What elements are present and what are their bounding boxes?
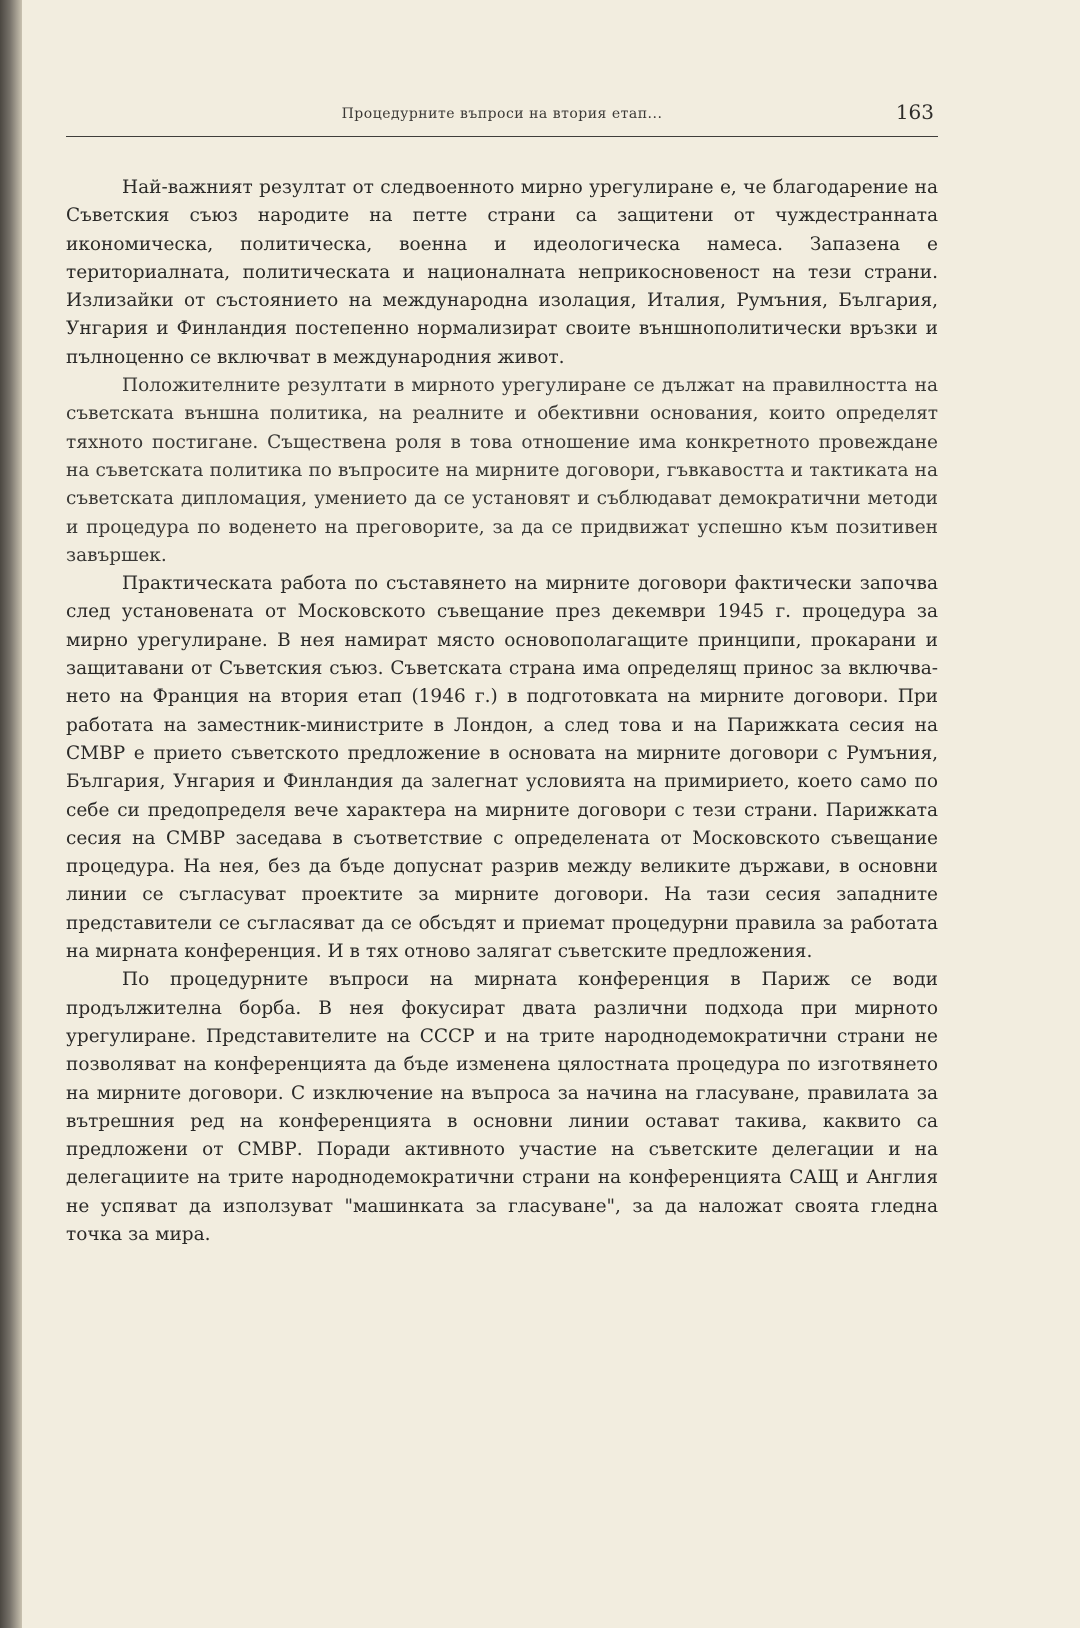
paragraph-1: Най-важният резултат от следвоенното мирно урегулиране е, че благодарение на Съветския съюз народите на петте страни са защитени от чуждестранната икономическа, политическа, военна и идеологическа намеса. Запазена е териториалната, политическата и националната неприкосновеност на тези страни. Излизайки от състоянието на международна изолация, Италия, Румъния, България, Унгария и Финландия постепенно нормализират своите външнополитически връзки и пълноценно се включват в международния живот. <box>66 177 938 368</box>
header-rule <box>66 136 938 137</box>
running-head: Процедурните въпроси на втория етап... <box>341 106 663 122</box>
body-text <box>66 174 938 1249</box>
paragraph-3: Практическата работа по съставянето на мирните договори фактически започва след установената от Московското съвещание през декември 1945 г. процедура за мирно урегулиране. В нея намират място основополагащите принципи, прокарани и защитавани от Съветския съюз. Съветската страна има определящ принос за включването на Франция на втория етап (1946 г.) в подготовката на мирните договори. При работата на заместник-министрите в Лондон, а след това и на Парижката сесия на СМВР е прието съветското предложение в основата на мирните договори с Румъния, България, Унгария и Финландия да залегнат условията на примирието, което само по себе си предопределя вече характера на мирните договори с тези страни. Парижката сесия на СМВР заседава в съответствие с определената от Московското съвещание процедура. На нея, без да бъде допуснат разрив между великите държави, в основни линии се съгласуват проектите за мирните договори. На тази сесия западните представители се съгласяват да се обсъдят и приемат процедурни правила за работата на мирната конференция. И в тях отново залягат съветските предложения. <box>66 573 938 963</box>
page-number: 163 <box>895 100 934 124</box>
page-header <box>66 100 938 138</box>
paragraph-2: Положителните резултати в мирното урегулиране се дължат на правилността на съветската външна политика, на реалните и обективни основания, които определят тяхното постигане. Съществена роля в това отношение има конкретното провеждане на съветската политика по въпросите на мирните договори, гъвкавостта и тактиката на съветската дипломация, умението да се установят и съблюдават демократични методи и процедура по воденето на преговорите, за да се придвижат успешно към позитивен завършек. <box>66 375 938 566</box>
paragraph-4: По процедурните въпроси на мирната конференция в Париж се води продължителна борба. В нея фокусират двата различни подхода при мирното урегулиране. Представителите на СССР и на трите народнодемократични страни не позволяват на конференцията да бъде изменена цялостната процедура по изготвянето на мирните договори. С изключение на въпроса за начина на гласуване, правилата за вътрешния ред на конференцията в основни линии остават такива, каквито са предложени от СМВР. Поради активното участие на съветските делегации и на делегациите на трите народнодемократични страни на конференцията САЩ и Англия не успяват да използуват "машинката за гласуване", за да наложат своята гледна точка за мира. <box>66 969 938 1245</box>
book-binding-edge <box>0 0 22 1628</box>
